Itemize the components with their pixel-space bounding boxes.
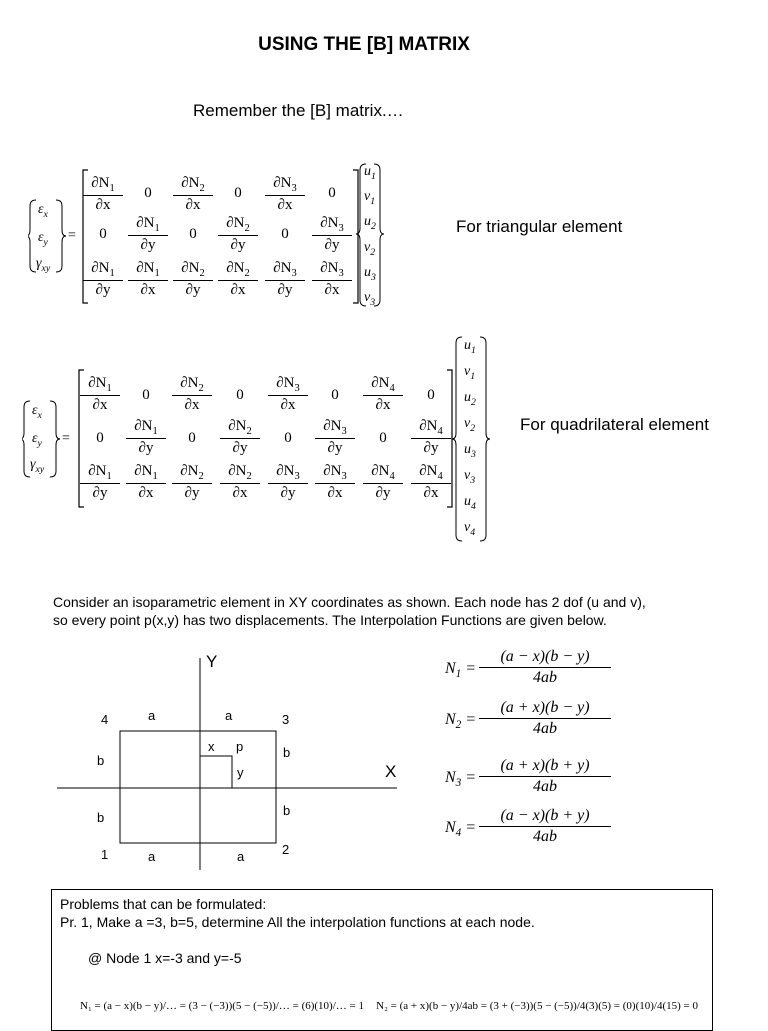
node-4-label: 4 xyxy=(101,712,109,727)
page-subtitle: Remember the [B] matrix.… xyxy=(193,101,404,120)
n1-denominator: 4ab xyxy=(533,669,557,686)
n2-numerator: (a + x)(b − y) xyxy=(479,699,611,719)
n4-denominator: 4ab xyxy=(533,828,557,845)
y-axis-label: Y xyxy=(206,652,218,671)
dim-a-bottom-left: a xyxy=(148,849,156,864)
x-axis-label: X xyxy=(385,762,397,781)
triangular-label: For triangular element xyxy=(456,217,623,236)
node-1-label: 1 xyxy=(101,847,109,862)
problem-1: Pr. 1, Make a =3, b=5, determine All the interpolation functions at each node. xyxy=(60,914,535,930)
node-3-label: 3 xyxy=(282,712,290,727)
dim-b-right-top: b xyxy=(283,745,291,760)
quadrilateral-equation: $\varepsilon_x$ $\varepsilon_y$ $\gamma_{xy}$ = $\frac{\partial N_1}{\partial x}$ 0 $\frac{\partial N_2}{\partial x}$ 0 $\frac{\partial N_3}{\partial x}$ 0 $\frac{\partial N_4}{\partial x}$ 0 0 $\frac{\partial N_1}{\partial y}$ 0 $\frac{\partial N_2}{\partial y}$ 0 $\frac{\partial N_3}{\partial y}$ 0 $\frac{\partial N_4}{\partial y}$ $\frac{\partial N_1}{\partial y}$ $\frac{\partial N_1}{\partial x}$ $\frac{\partial N_2}{\partial y}$ $\frac{\partial N_2}{\partial x}$ $\frac{\partial N_3}{\partial y}$ $\frac{\partial N_3}{\partial x}$ $\frac{\partial N_4}{\partial y}$ $\frac{\partial N_4}{\partial x}$ $u_1$ $v_1$ $u_2$ $v_2$ $u_3$ $v_3$ $u_4$ $v_4$ xyxy=(22,335,492,545)
element-diagram xyxy=(55,650,405,875)
n4-numerator: (a − x)(b + y) xyxy=(479,807,611,827)
dim-b-left-top: b xyxy=(97,753,105,768)
n1-numerator: (a − x)(b − y) xyxy=(479,648,611,668)
dim-b-right-bottom: b xyxy=(283,803,291,818)
point-x-label: x xyxy=(208,739,215,754)
n3-denominator: 4ab xyxy=(533,778,557,795)
page-title: USING THE [B] MATRIX xyxy=(258,34,470,55)
node-1-condition: @ Node 1 x=-3 and y=-5 xyxy=(88,950,242,966)
quadrilateral-label: For quadrilateral element xyxy=(520,415,709,434)
problems-heading: Problems that can be formulated: xyxy=(60,896,267,912)
n3-numerator: (a + x)(b + y) xyxy=(479,757,611,777)
dim-a-bottom-right: a xyxy=(237,849,245,864)
point-y-label: y xyxy=(237,765,244,780)
node-2-label: 2 xyxy=(282,842,290,857)
problem-1-eq-n2: N₂ = (a + x)(b − y)/4ab = (3 + (−3))(5 − (−5))/4(3)(5) = (0)(10)/4(15) = 0 xyxy=(376,1000,698,1012)
point-p-label: p xyxy=(236,739,244,754)
problem-1-eq-n1: N₁ = (a − x)(b − y)/… = (3 − (−3))(5 − (−5))/… = (6)(10)/… = 1 xyxy=(80,1000,364,1012)
n2-denominator: 4ab xyxy=(533,720,557,737)
dim-b-left-bottom: b xyxy=(97,810,105,825)
description-line-2: so every point p(x,y) has two displacements. The Interpolation Functions are given below. xyxy=(53,612,607,628)
description-line-1: Consider an isoparametric element in XY coordinates as shown. Each node has 2 dof (u and v), xyxy=(53,594,646,610)
dim-a-top-right: a xyxy=(225,708,233,723)
description xyxy=(53,593,713,629)
triangular-equation: $\varepsilon_x$ $\varepsilon_y$ $\gamma_{xy}$ = $\frac{\partial N_1}{\partial x}$ 0 $\frac{\partial N_2}{\partial x}$ 0 $\frac{\partial N_3}{\partial x}$ 0 0 $\frac{\partial N_1}{\partial y}$ 0 $\frac{\partial N_2}{\partial y}$ 0 $\frac{\partial N_3}{\partial y}$ $\frac{\partial N_1}{\partial y}$ $\frac{\partial N_1}{\partial x}$ $\frac{\partial N_2}{\partial y}$ $\frac{\partial N_2}{\partial x}$ $\frac{\partial N_3}{\partial y}$ $\frac{\partial N_3}{\partial x}$ $u_1$ $v_1$ $u_2$ $v_2$ $u_3$ $v_3$ xyxy=(28,160,398,310)
problems-box xyxy=(51,889,713,1031)
dim-a-top-left: a xyxy=(148,708,156,723)
